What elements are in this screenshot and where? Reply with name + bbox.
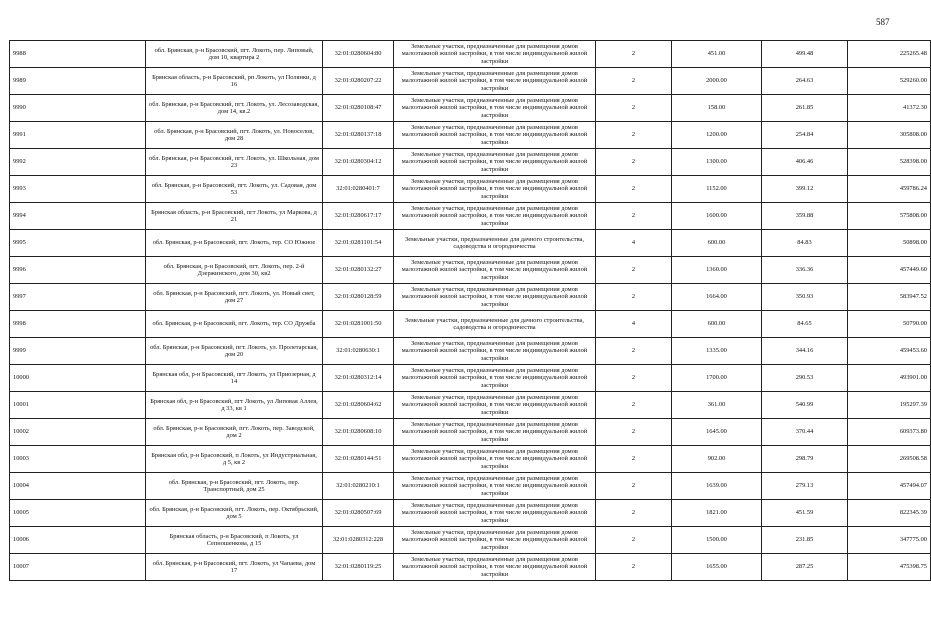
specific-value-cell: 350.93 bbox=[762, 284, 848, 311]
area-cell: 1300.00 bbox=[672, 149, 762, 176]
address-cell: обл. Брянская, р-н Брасовский, пгт. Локоть, ул. Садовая, дом 53 bbox=[146, 176, 323, 203]
row-number: 9995 bbox=[10, 230, 146, 257]
address-cell: обл. Брянская, р-н Брасовский, пгт. Локоть, пер. Транспортный, дом 25 bbox=[146, 473, 323, 500]
category-code-cell: 2 bbox=[596, 257, 672, 284]
table-row bbox=[10, 203, 931, 230]
cadastral-value-cell: 583947.52 bbox=[848, 284, 931, 311]
table-row bbox=[10, 149, 931, 176]
category-code-cell: 2 bbox=[596, 419, 672, 446]
address-cell: Брянская обл, р-н Брасовский, п Локоть, ул Индустриальная, д 5, кв 2 bbox=[146, 446, 323, 473]
specific-value-cell: 344.16 bbox=[762, 338, 848, 365]
table-row bbox=[10, 500, 931, 527]
land-category-cell: Земельные участки, предназначенные для размещения домов малоэтажной жилой застройки, в том числе индивидуальной жилой застройки bbox=[394, 257, 596, 284]
land-category-cell: Земельные участки, предназначенные для размещения домов малоэтажной жилой застройки, в том числе индивидуальной жилой застройки bbox=[394, 527, 596, 554]
cadastral-value-cell: 575808.00 bbox=[848, 203, 931, 230]
category-code-cell: 2 bbox=[596, 392, 672, 419]
address-cell: обл. Брянская, р-н Брасовский, пгт. Локоть, тер. СО Дружба bbox=[146, 311, 323, 338]
row-number: 10004 bbox=[10, 473, 146, 500]
cadastral-number-cell: 32:01:0280604:80 bbox=[323, 41, 394, 68]
land-category-cell: Земельные участки, предназначенные для размещения домов малоэтажной жилой застройки, в том числе индивидуальной жилой застройки bbox=[394, 68, 596, 95]
area-cell: 1360.00 bbox=[672, 257, 762, 284]
row-number: 9994 bbox=[10, 203, 146, 230]
area-cell: 1821.00 bbox=[672, 500, 762, 527]
land-category-cell: Земельные участки, предназначенные для размещения домов малоэтажной жилой застройки, в том числе индивидуальной жилой застройки bbox=[394, 122, 596, 149]
row-number: 9996 bbox=[10, 257, 146, 284]
specific-value-cell: 231.85 bbox=[762, 527, 848, 554]
category-code-cell: 2 bbox=[596, 338, 672, 365]
area-cell: 361.00 bbox=[672, 392, 762, 419]
address-cell: обл. Брянская, р-н Брасовский, пгт. Локоть, пер. Заводской, дом 2 bbox=[146, 419, 323, 446]
category-code-cell: 2 bbox=[596, 500, 672, 527]
area-cell: 1700.00 bbox=[672, 365, 762, 392]
land-category-cell: Земельные участки, предназначенные для размещения домов малоэтажной жилой застройки, в том числе индивидуальной жилой застройки bbox=[394, 41, 596, 68]
area-cell: 1655.00 bbox=[672, 554, 762, 581]
address-cell: обл. Брянская, р-н Брасовский, пгт. Локоть, ул Чапаева, дом 17 bbox=[146, 554, 323, 581]
category-code-cell: 2 bbox=[596, 176, 672, 203]
specific-value-cell: 279.13 bbox=[762, 473, 848, 500]
table-row bbox=[10, 68, 931, 95]
category-code-cell: 2 bbox=[596, 284, 672, 311]
row-number: 10005 bbox=[10, 500, 146, 527]
cadastral-value-cell: 225265.48 bbox=[848, 41, 931, 68]
cadastral-value-cell: 529260.00 bbox=[848, 68, 931, 95]
cadastral-number-cell: 32:01:0280617:17 bbox=[323, 203, 394, 230]
address-cell: обл. Брянская, р-н Брасовский, пгт. Локоть, пер. 2-й Дзержинского, дом 30, кв2 bbox=[146, 257, 323, 284]
land-category-cell: Земельные участки, предназначенные для размещения домов малоэтажной жилой застройки, в том числе индивидуальной жилой застройки bbox=[394, 284, 596, 311]
cadastral-value-cell: 459786.24 bbox=[848, 176, 931, 203]
specific-value-cell: 261.85 bbox=[762, 95, 848, 122]
category-code-cell: 2 bbox=[596, 41, 672, 68]
land-category-cell: Земельные участки, предназначенные для размещения домов малоэтажной жилой застройки, в том числе индивидуальной жилой застройки bbox=[394, 338, 596, 365]
cadastral-value-cell: 475398.75 bbox=[848, 554, 931, 581]
category-code-cell: 2 bbox=[596, 446, 672, 473]
land-category-cell: Земельные участки, предназначенные для размещения домов малоэтажной жилой застройки, в том числе индивидуальной жилой застройки bbox=[394, 392, 596, 419]
row-number: 9991 bbox=[10, 122, 146, 149]
area-cell: 902.00 bbox=[672, 446, 762, 473]
cadastral-number-cell: 32:01:0280128:59 bbox=[323, 284, 394, 311]
table-row bbox=[10, 122, 931, 149]
area-cell: 1664.00 bbox=[672, 284, 762, 311]
row-number: 10003 bbox=[10, 446, 146, 473]
address-cell: Брянская обл, р-н Брасовский, пгт Локоть, ул Приозерная, д 14 bbox=[146, 365, 323, 392]
category-code-cell: 2 bbox=[596, 122, 672, 149]
specific-value-cell: 264.63 bbox=[762, 68, 848, 95]
cadastral-number-cell: 32:01:0280630:1 bbox=[323, 338, 394, 365]
specific-value-cell: 540.99 bbox=[762, 392, 848, 419]
cadastral-value-cell: 269508.58 bbox=[848, 446, 931, 473]
specific-value-cell: 254.84 bbox=[762, 122, 848, 149]
address-cell: обл. Брянская, р-н Брасовский, пгт. Локоть, тер. СО Южное bbox=[146, 230, 323, 257]
row-number: 9988 bbox=[10, 41, 146, 68]
table-row bbox=[10, 554, 931, 581]
table-row bbox=[10, 176, 931, 203]
row-number: 9990 bbox=[10, 95, 146, 122]
address-cell: Брянская область, р-н Брасовский, пгт Локоть, ул Маркова, д 21 bbox=[146, 203, 323, 230]
specific-value-cell: 370.44 bbox=[762, 419, 848, 446]
specific-value-cell: 84.83 bbox=[762, 230, 848, 257]
area-cell: 158.00 bbox=[672, 95, 762, 122]
specific-value-cell: 406.46 bbox=[762, 149, 848, 176]
land-category-cell: Земельные участки, предназначенные для размещения домов малоэтажной жилой застройки, в том числе индивидуальной жилой застройки bbox=[394, 473, 596, 500]
area-cell: 1152.00 bbox=[672, 176, 762, 203]
cadastral-number-cell: 32:01:0280210:1 bbox=[323, 473, 394, 500]
specific-value-cell: 290.53 bbox=[762, 365, 848, 392]
address-cell: обл. Брянская, р-н Брасовский, пгт. Локоть, ул. Пролетарская, дом 20 bbox=[146, 338, 323, 365]
row-number: 9989 bbox=[10, 68, 146, 95]
table-row bbox=[10, 419, 931, 446]
area-cell: 1335.00 bbox=[672, 338, 762, 365]
category-code-cell: 4 bbox=[596, 230, 672, 257]
row-number: 10007 bbox=[10, 554, 146, 581]
cadastral-number-cell: 32:01:0280401:7 bbox=[323, 176, 394, 203]
table-row bbox=[10, 473, 931, 500]
area-cell: 2000.00 bbox=[672, 68, 762, 95]
table-row bbox=[10, 338, 931, 365]
land-category-cell: Земельные участки, предназначенные для размещения домов малоэтажной жилой застройки, в том числе индивидуальной жилой застройки bbox=[394, 554, 596, 581]
cadastral-number-cell: 32:01:0280507:69 bbox=[323, 500, 394, 527]
area-cell: 451.00 bbox=[672, 41, 762, 68]
category-code-cell: 2 bbox=[596, 554, 672, 581]
address-cell: Брянская область, р-н Брасовский, рп Локоть, ул Полянки, д 16 bbox=[146, 68, 323, 95]
cadastral-number-cell: 32:01:0281101:54 bbox=[323, 230, 394, 257]
table-row bbox=[10, 284, 931, 311]
specific-value-cell: 451.59 bbox=[762, 500, 848, 527]
cadastral-value-cell: 195297.39 bbox=[848, 392, 931, 419]
cadastral-value-cell: 347775.00 bbox=[848, 527, 931, 554]
cadastral-value-cell: 41372.30 bbox=[848, 95, 931, 122]
row-number: 10006 bbox=[10, 527, 146, 554]
specific-value-cell: 399.12 bbox=[762, 176, 848, 203]
table-row bbox=[10, 95, 931, 122]
category-code-cell: 2 bbox=[596, 68, 672, 95]
specific-value-cell: 84.65 bbox=[762, 311, 848, 338]
cadastral-value-cell: 493901.00 bbox=[848, 365, 931, 392]
category-code-cell: 2 bbox=[596, 473, 672, 500]
land-category-cell: Земельные участки, предназначенные для размещения домов малоэтажной жилой застройки, в том числе индивидуальной жилой застройки bbox=[394, 365, 596, 392]
cadastral-value-cell: 50790.00 bbox=[848, 311, 931, 338]
area-cell: 1500.00 bbox=[672, 527, 762, 554]
land-category-cell: Земельные участки, предназначенные для размещения домов малоэтажной жилой застройки, в том числе индивидуальной жилой застройки bbox=[394, 500, 596, 527]
address-cell: обл. Брянская, р-н Брасовский, пгт. Локоть, пер. Липовый, дом 10, квартира 2 bbox=[146, 41, 323, 68]
category-code-cell: 2 bbox=[596, 527, 672, 554]
cadastral-value-cell: 305808.00 bbox=[848, 122, 931, 149]
cadastral-number-cell: 32:01:0280137:18 bbox=[323, 122, 394, 149]
table-row bbox=[10, 365, 931, 392]
land-category-cell: Земельные участки, предназначенные для дачного строительства, садоводства и огородничества bbox=[394, 311, 596, 338]
land-category-cell: Земельные участки, предназначенные для дачного строительства, садоводства и огородничества bbox=[394, 230, 596, 257]
address-cell: обл. Брянская, р-н Брасовский, пгт. Локоть, ул. Новоселов, дом 28 bbox=[146, 122, 323, 149]
table-row bbox=[10, 257, 931, 284]
specific-value-cell: 359.88 bbox=[762, 203, 848, 230]
row-number: 9998 bbox=[10, 311, 146, 338]
area-cell: 1645.00 bbox=[672, 419, 762, 446]
page-number: 587 bbox=[876, 17, 890, 27]
row-number: 9999 bbox=[10, 338, 146, 365]
table-row bbox=[10, 446, 931, 473]
address-cell: обл. Брянская, р-н Брасовский, пгт. Локоть, пер. Октябрьский, дом 5 bbox=[146, 500, 323, 527]
table-row bbox=[10, 230, 931, 257]
cadastral-value-cell: 528398.00 bbox=[848, 149, 931, 176]
specific-value-cell: 336.36 bbox=[762, 257, 848, 284]
cadastral-number-cell: 32:01:0280144:51 bbox=[323, 446, 394, 473]
specific-value-cell: 287.25 bbox=[762, 554, 848, 581]
cadastral-value-cell: 459453.60 bbox=[848, 338, 931, 365]
table-row bbox=[10, 527, 931, 554]
table-row bbox=[10, 392, 931, 419]
land-category-cell: Земельные участки, предназначенные для размещения домов малоэтажной жилой застройки, в том числе индивидуальной жилой застройки bbox=[394, 176, 596, 203]
cadastral-number-cell: 32:01:0280312:14 bbox=[323, 365, 394, 392]
specific-value-cell: 298.79 bbox=[762, 446, 848, 473]
address-cell: обл. Брянская, р-н Брасовский, пгт. Локоть, ул. Лесозаводская, дом 14, кв.2 bbox=[146, 95, 323, 122]
cadastral-number-cell: 32:01:0280608:10 bbox=[323, 419, 394, 446]
row-number: 10001 bbox=[10, 392, 146, 419]
table-row bbox=[10, 41, 931, 68]
area-cell: 1600.00 bbox=[672, 203, 762, 230]
area-cell: 600.00 bbox=[672, 230, 762, 257]
cadastral-number-cell: 32:01:0280304:12 bbox=[323, 149, 394, 176]
cadastral-number-cell: 32:01:0280108:47 bbox=[323, 95, 394, 122]
category-code-cell: 2 bbox=[596, 365, 672, 392]
land-category-cell: Земельные участки, предназначенные для размещения домов малоэтажной жилой застройки, в том числе индивидуальной жилой застройки bbox=[394, 446, 596, 473]
cadastral-number-cell: 32:01:0280132:27 bbox=[323, 257, 394, 284]
row-number: 10000 bbox=[10, 365, 146, 392]
area-cell: 600.00 bbox=[672, 311, 762, 338]
area-cell: 1200.00 bbox=[672, 122, 762, 149]
row-number: 9992 bbox=[10, 149, 146, 176]
address-cell: обл. Брянская, р-н Брасовский, пгт. Локоть, ул. Школьная, дом 23 bbox=[146, 149, 323, 176]
land-registry-table bbox=[9, 40, 931, 581]
land-category-cell: Земельные участки, предназначенные для размещения домов малоэтажной жилой застройки, в том числе индивидуальной жилой застройки bbox=[394, 203, 596, 230]
cadastral-value-cell: 50898.00 bbox=[848, 230, 931, 257]
cadastral-number-cell: 32:01:0280312:228 bbox=[323, 527, 394, 554]
land-category-cell: Земельные участки, предназначенные для размещения домов малоэтажной жилой застройки, в том числе индивидуальной жилой застройки bbox=[394, 95, 596, 122]
category-code-cell: 2 bbox=[596, 203, 672, 230]
table-body bbox=[10, 41, 931, 581]
specific-value-cell: 499.48 bbox=[762, 41, 848, 68]
area-cell: 1639.00 bbox=[672, 473, 762, 500]
cadastral-value-cell: 609373.80 bbox=[848, 419, 931, 446]
address-cell: Брянская область, р-н Брасовский, п Локоть, ул Сепношенкова, д 15 bbox=[146, 527, 323, 554]
table-row bbox=[10, 311, 931, 338]
cadastral-value-cell: 457494.07 bbox=[848, 473, 931, 500]
cadastral-value-cell: 822345.39 bbox=[848, 500, 931, 527]
category-code-cell: 2 bbox=[596, 95, 672, 122]
row-number: 9993 bbox=[10, 176, 146, 203]
land-category-cell: Земельные участки, предназначенные для размещения домов малоэтажной жилой застройки, в том числе индивидуальной жилой застройки bbox=[394, 419, 596, 446]
category-code-cell: 4 bbox=[596, 311, 672, 338]
cadastral-value-cell: 457449.60 bbox=[848, 257, 931, 284]
address-cell: Брянская обл, р-н Брасовский, пгт Локоть, ул Липовая Аллея, д 33, кв 1 bbox=[146, 392, 323, 419]
category-code-cell: 2 bbox=[596, 149, 672, 176]
cadastral-number-cell: 32:01:0280207:22 bbox=[323, 68, 394, 95]
address-cell: обл. Брянская, р-н Брасовский, пгт. Локоть, ул. Новый свет, дом 27 bbox=[146, 284, 323, 311]
cadastral-number-cell: 32:01:0280604:62 bbox=[323, 392, 394, 419]
row-number: 9997 bbox=[10, 284, 146, 311]
row-number: 10002 bbox=[10, 419, 146, 446]
land-category-cell: Земельные участки, предназначенные для размещения домов малоэтажной жилой застройки, в том числе индивидуальной жилой застройки bbox=[394, 149, 596, 176]
cadastral-number-cell: 32:01:0280119:25 bbox=[323, 554, 394, 581]
cadastral-number-cell: 32:01:0281001:50 bbox=[323, 311, 394, 338]
